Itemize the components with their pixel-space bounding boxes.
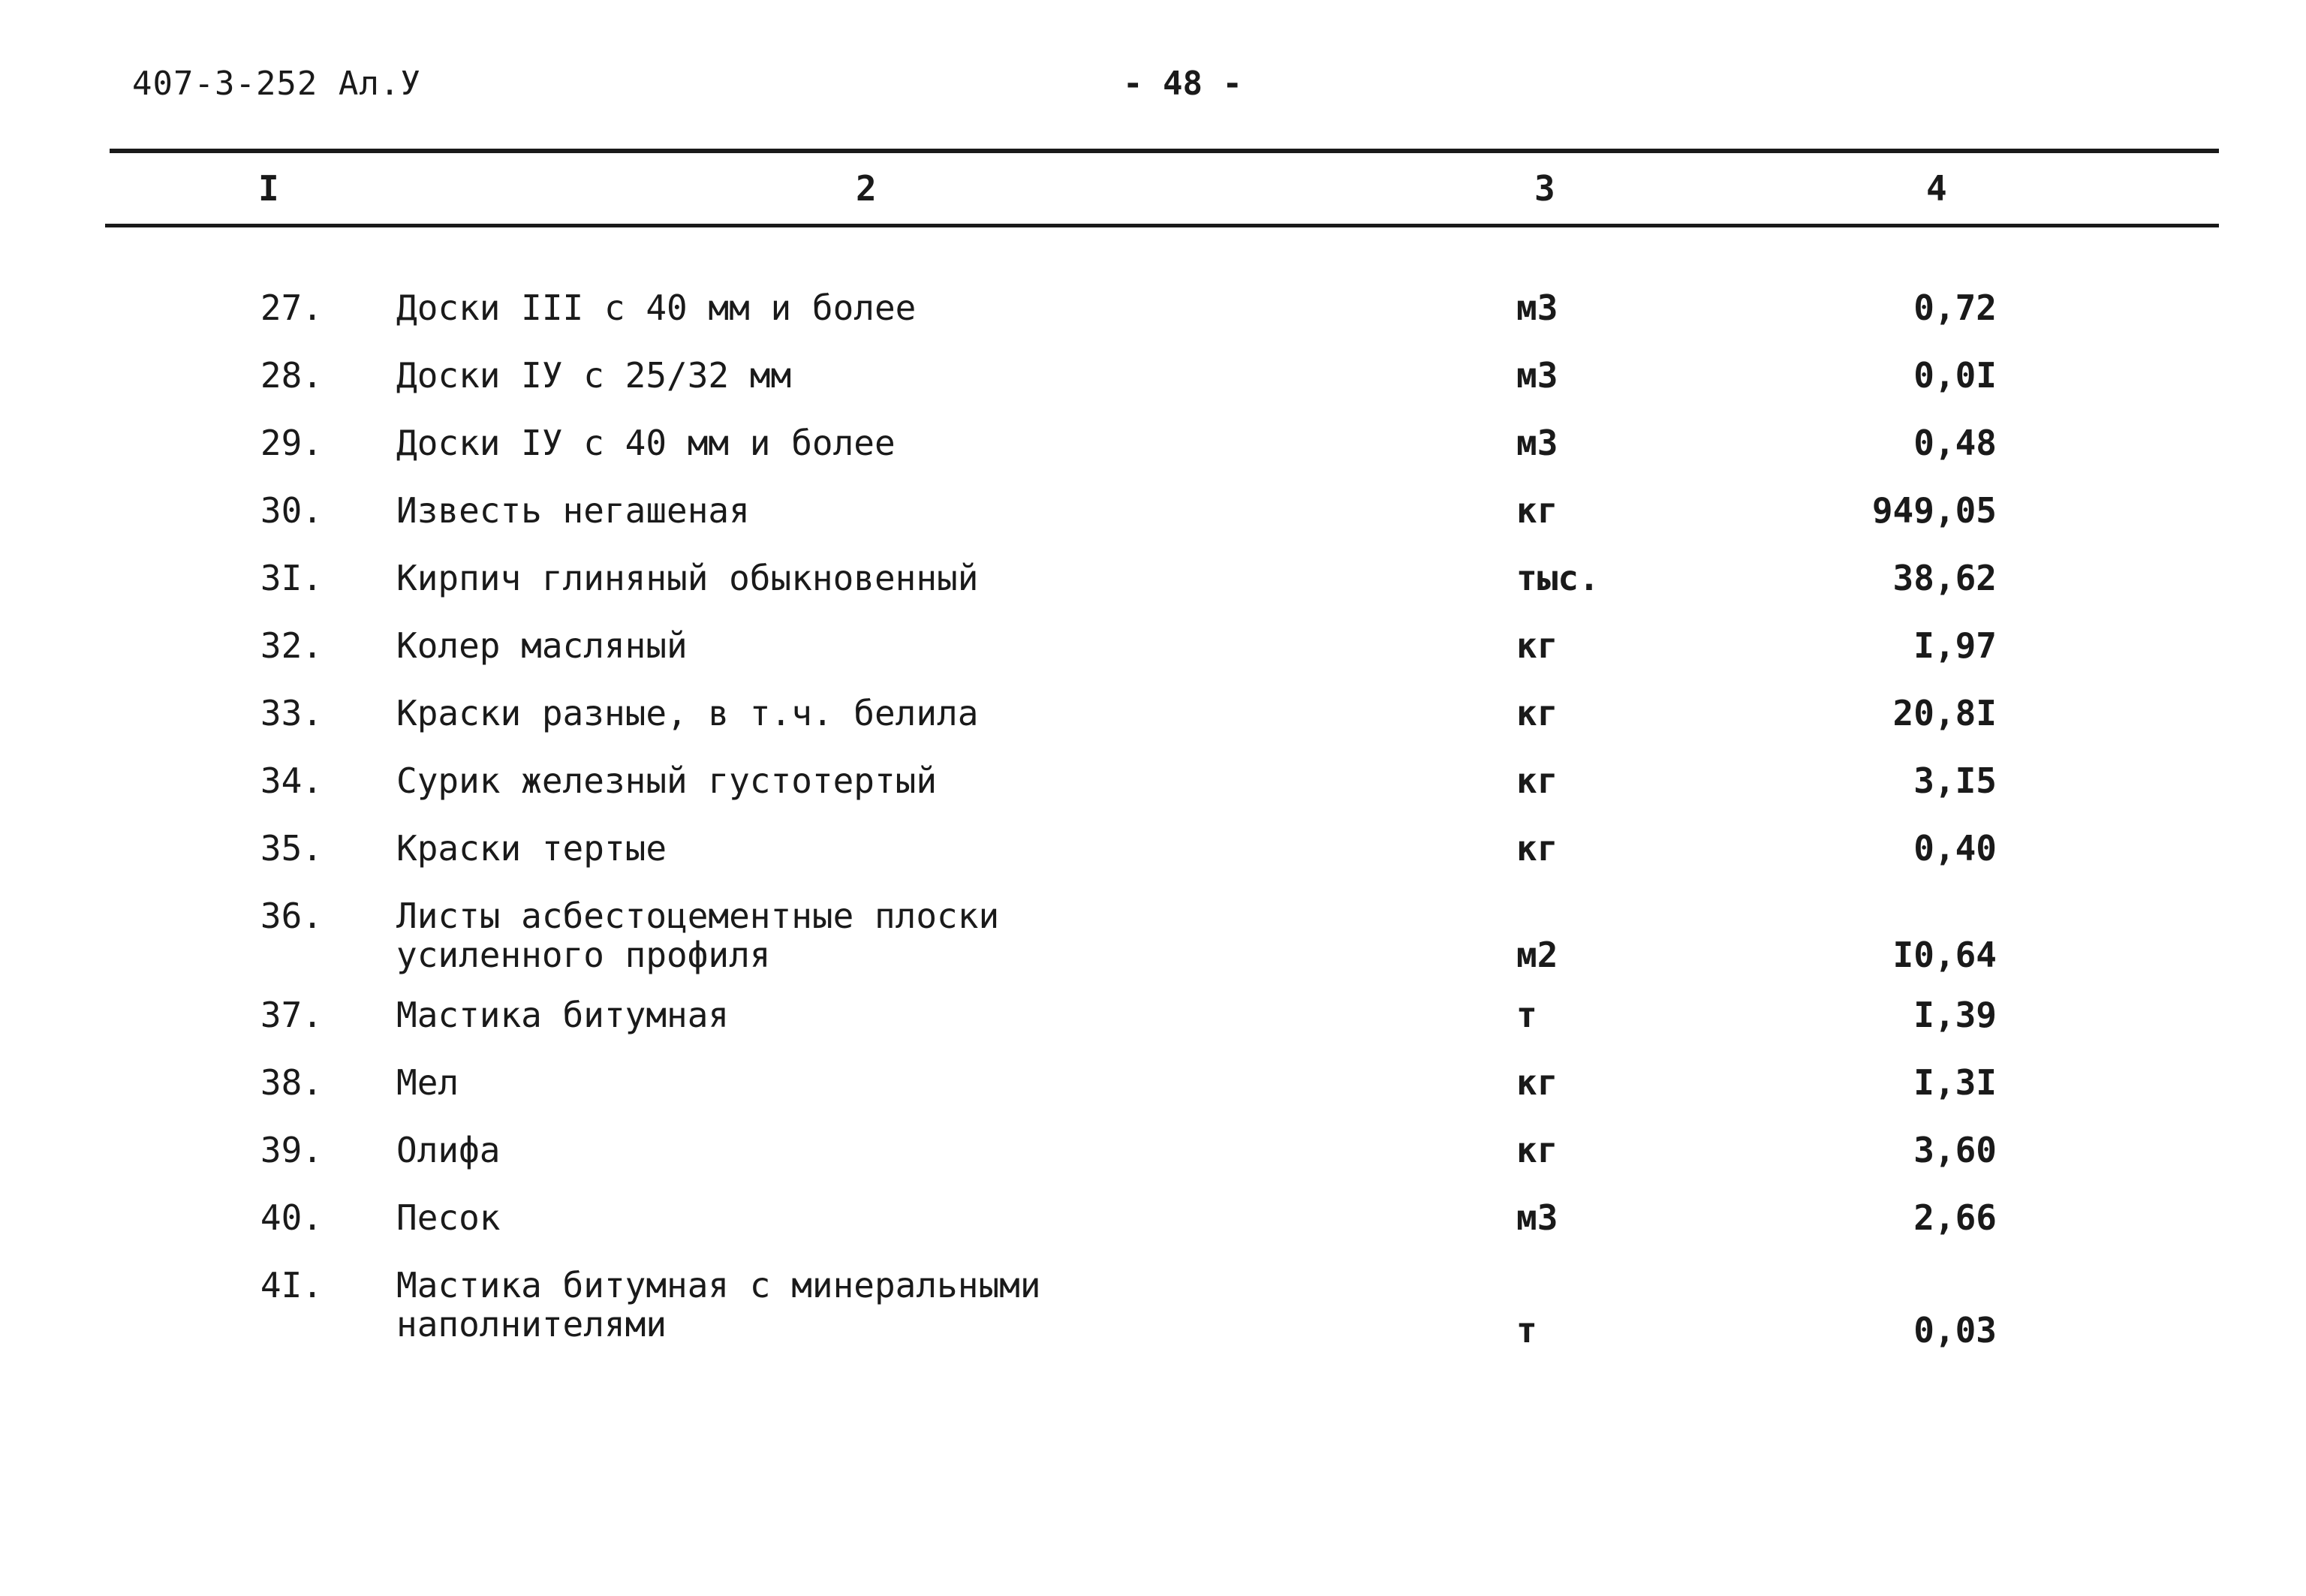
material-name: Известь негашеная: [396, 490, 750, 531]
quantity: 2,66: [1913, 1197, 1997, 1238]
quantity: I0,64: [1892, 935, 1997, 975]
unit: т: [1516, 1310, 1537, 1351]
quantity: I,3I: [1913, 1062, 1997, 1103]
unit: тыс.: [1516, 558, 1600, 598]
unit: м3: [1516, 288, 1558, 328]
unit: м3: [1516, 423, 1558, 463]
row-number: 30.: [260, 490, 323, 531]
material-name: Доски IУ с 25/32 мм: [396, 355, 792, 396]
row-number: 36.: [260, 896, 323, 936]
unit: м3: [1516, 1197, 1558, 1238]
quantity: 0,0I: [1913, 355, 1997, 396]
material-name: Мастика битумная с минеральными наполнителями: [396, 1265, 1041, 1345]
row-number: 29.: [260, 423, 323, 463]
quantity: 0,40: [1913, 828, 1997, 869]
material-name: Мастика битумная: [396, 995, 730, 1035]
material-name: Доски IУ с 40 мм и более: [396, 423, 896, 463]
row-number: 3I.: [260, 558, 323, 598]
unit: кг: [1516, 490, 1558, 531]
row-number: 4I.: [260, 1265, 323, 1305]
unit: кг: [1516, 1062, 1558, 1103]
quantity: 20,8I: [1892, 693, 1997, 733]
unit: кг: [1516, 693, 1558, 733]
material-name: Доски III с 40 мм и более: [396, 288, 917, 328]
column-header-1: I: [258, 168, 279, 209]
row-number: 27.: [260, 288, 323, 328]
column-header-3: 3: [1534, 168, 1555, 209]
material-name: Сурик железный густотертый: [396, 760, 938, 801]
unit: м2: [1516, 935, 1558, 975]
quantity: 0,03: [1913, 1310, 1997, 1351]
row-number: 34.: [260, 760, 323, 801]
row-number: 38.: [260, 1062, 323, 1103]
unit: кг: [1516, 1130, 1558, 1170]
quantity: 3,60: [1913, 1130, 1997, 1170]
material-name: Мел: [396, 1062, 459, 1103]
material-name: Краски разные, в т.ч. белила: [396, 693, 979, 733]
unit: кг: [1516, 828, 1558, 869]
row-number: 32.: [260, 625, 323, 666]
material-name: Краски тертые: [396, 828, 667, 869]
column-header-4: 4: [1926, 168, 1947, 209]
row-number: 28.: [260, 355, 323, 396]
unit: м3: [1516, 355, 1558, 396]
quantity: I,97: [1913, 625, 1997, 666]
material-name: Олифа: [396, 1130, 501, 1170]
column-header-2: 2: [856, 168, 877, 209]
quantity: 0,72: [1913, 288, 1997, 328]
document-code: 407-3-252 Ал.У: [132, 65, 421, 103]
material-name: Кирпич глиняный обыкновенный: [396, 558, 979, 598]
row-number: 33.: [260, 693, 323, 733]
quantity: 38,62: [1892, 558, 1997, 598]
material-name: Колер масляный: [396, 625, 688, 666]
quantity: 3,I5: [1913, 760, 1997, 801]
quantity: 949,05: [1871, 490, 1997, 531]
row-number: 40.: [260, 1197, 323, 1238]
unit: кг: [1516, 625, 1558, 666]
quantity: I,39: [1913, 995, 1997, 1035]
page-number: - 48 -: [1123, 65, 1242, 103]
unit: т: [1516, 995, 1537, 1035]
material-name: Листы асбестоцементные плоски усиленного профиля: [396, 896, 1000, 975]
row-number: 37.: [260, 995, 323, 1035]
quantity: 0,48: [1913, 423, 1997, 463]
row-number: 35.: [260, 828, 323, 869]
row-number: 39.: [260, 1130, 323, 1170]
material-name: Песок: [396, 1197, 501, 1238]
unit: кг: [1516, 760, 1558, 801]
